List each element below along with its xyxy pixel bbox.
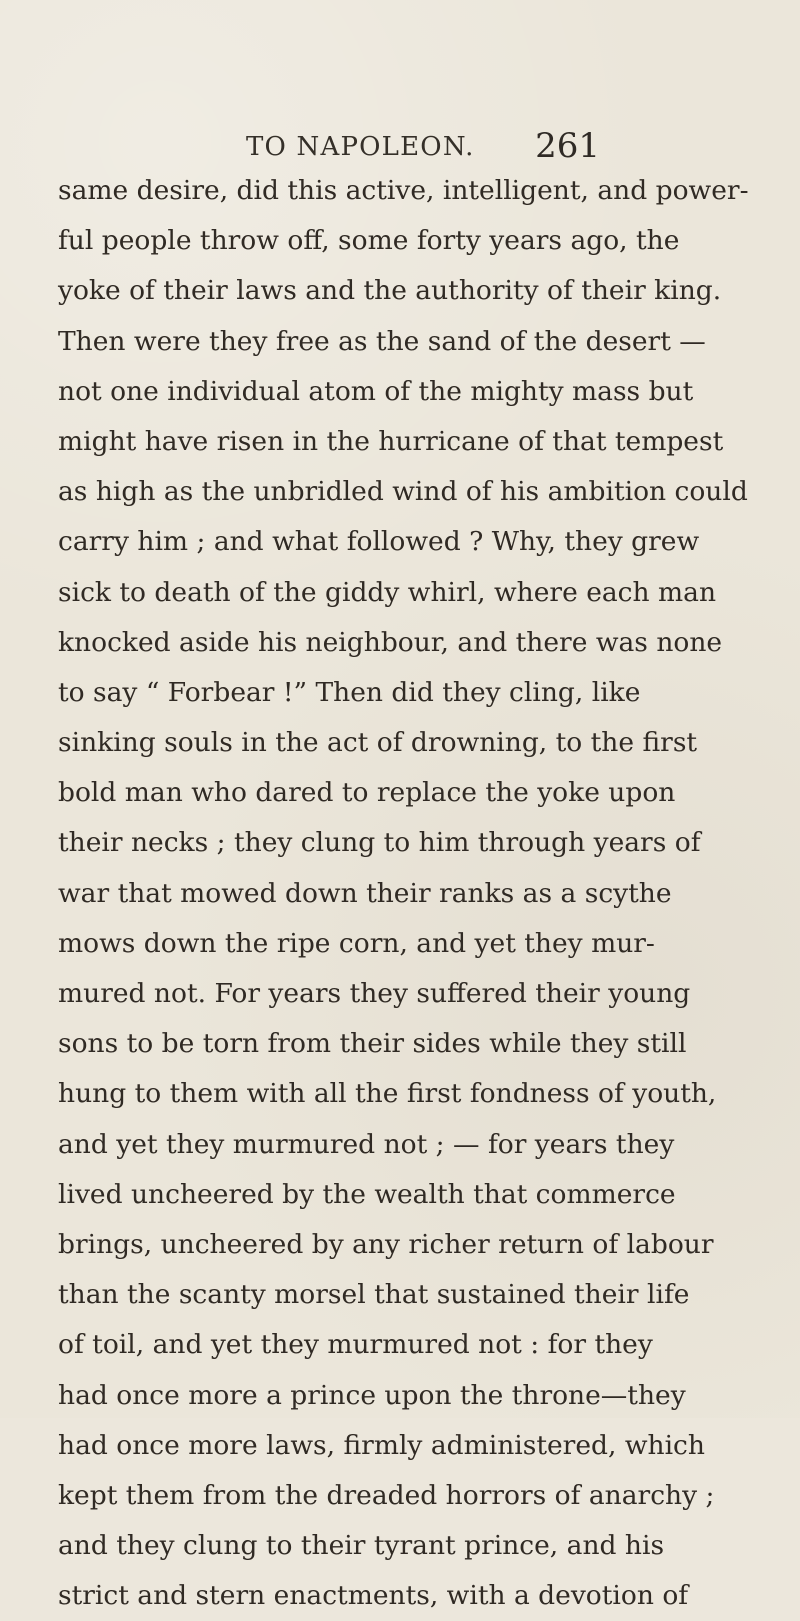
body-text [58,166,749,1621]
text-line: yoke of their laws and the authority of their king. [58,275,722,307]
text-line: to say “ Forbear !” Then did they cling, like [58,676,641,708]
text-line: lived uncheered by the wealth that commerce [58,1178,676,1210]
page-number: 261 [535,126,600,166]
text-line: Then were they free as the sand of the desert — [58,325,706,357]
running-title: TO NAPOLEON. [246,132,475,162]
text-line: mows down the ripe corn, and yet they mur- [58,927,655,959]
text-line: same desire, did this active, intelligent, and power- [58,175,749,206]
text-line: knocked aside his neighbour, and there was none [58,626,723,658]
text-line: carry him ; and what followed ? Why, they grew [58,526,700,558]
text-line: their necks ; they clung to him through years of [58,827,701,859]
text-line: hung to them with all the first fondness of youth, [58,1078,717,1110]
text-line: mured not. For years they suffered their young [58,978,691,1009]
text-line: sons to be torn from their sides while they still [58,1028,687,1060]
text-line: sinking souls in the act of drowning, to the first [58,727,698,759]
text-line: not one individual atom of the mighty mass but [58,375,694,407]
text-line: as high as the unbridled wind of his ambition could [58,476,748,508]
text-line: than the scanty morsel that sustained their life [58,1279,690,1311]
text-line: strict and stern enactments, with a devotion of [58,1580,689,1612]
text-line: sick to death of the giddy whirl, where each man [58,576,717,608]
text-line: of toil, and yet they murmured not : for they [58,1329,653,1361]
text-line: might have risen in the hurricane of that tempest [58,425,724,457]
text-line: kept them from the dreaded horrors of anarchy ; [58,1479,715,1511]
text-line: and they clung to their tyrant prince, and his [58,1530,665,1562]
text-line: had once more laws, firmly administered, which [58,1429,705,1461]
text-line: war that mowed down their ranks as a scythe [58,877,672,909]
text-line: bold man who dared to replace the yoke upon [58,777,676,809]
text-line: and yet they murmured not ; — for years they [58,1128,675,1160]
text-line: brings, uncheered by any richer return of labour [58,1228,714,1260]
text-line: had once more a prince upon the throne—they [58,1379,686,1411]
text-line: ful people throw off, some forty years ago, the [58,225,680,257]
